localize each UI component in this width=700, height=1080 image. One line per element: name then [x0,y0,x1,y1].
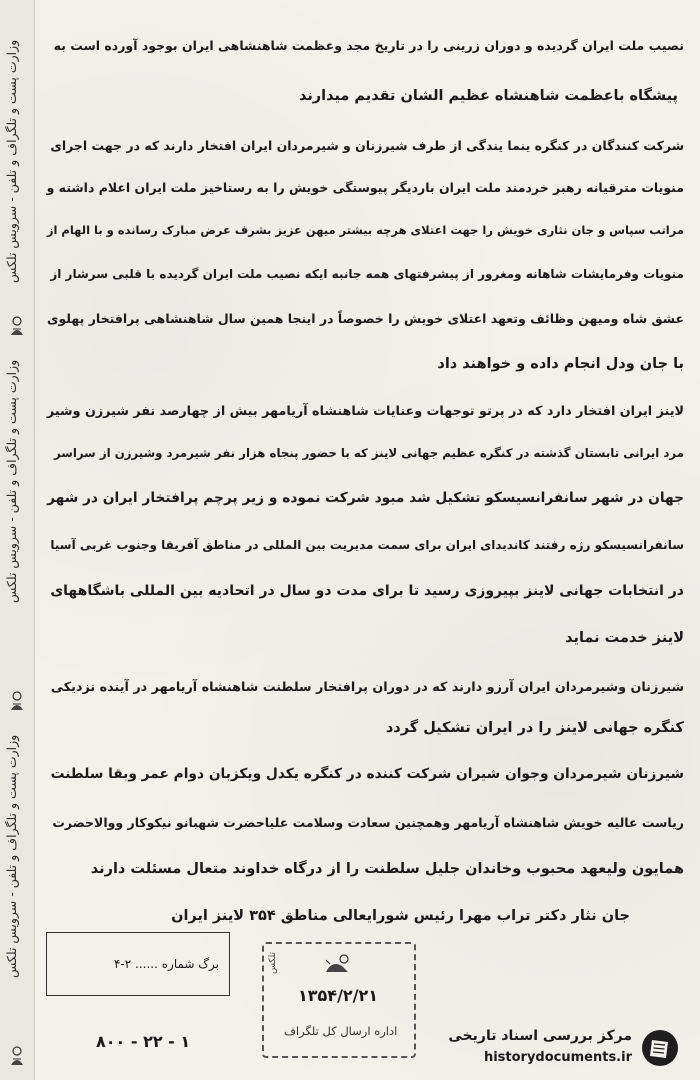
stamp-office: اداره ارسال کل تلگراف [284,1024,398,1038]
reference-label-text: برگ شماره [161,957,219,971]
body-line-9: لاینز ایران افتخار دارد که در پرتو توجهات وعنایات شاهنشاه آریامهر بیش از چهارصد نفر شیرزن وشیر [46,404,684,419]
body-line-19: همایون ولیعهد محبوب وخاندان جلیل سلطنت را از درگاه خداوند متعال مسئلت دارند [90,861,684,877]
margin-label-bottom: وزارت پست و تلگراف و تلفن - سرویس تلکس [4,735,19,979]
telegraph-stamp [262,942,416,1058]
body-line-13: در انتخابات جهانی لاینز بپیروزی رسید تا برای مدت دو سال در اتحادیه بین المللی باشگاههای [50,583,684,599]
body-line-5: مراتب سپاس و جان نثاری خویش را جهت اعتلای هرچه بیشتر میهن عزیز بشرف عرض مبارک رسانده و با الهام از [46,223,684,237]
body-line-10: مرد ایرانی تابستان گذشته در کنگره عظیم جهانی لاینز که با حضور پنجاه هزار نفر شیرمرد وشیرزن از سراسر [53,446,684,460]
body-line-11: جهان در شهر سانفرانسیسکو تشکیل شد مبود شرکت نموده و زیر پرچم پرافتخار ایران در شهر [47,490,684,506]
body-line-1: نصیب ملت ایران گردیده و دوران زرینی را در تاریخ مجد وعظمت شاهنشاهی ایران بوجود آورده است به [53,38,684,53]
body-line-4: منویات مترقیانه رهبر خردمند ملت ایران باردیگر پیوستگی خویش را به رستاخیز ملت ایران اعلام داشته و [46,180,684,195]
watermark-url: historydocuments.ir [483,1050,632,1065]
body-line-8: با جان ودل انجام داده و خواهند داد [437,356,684,372]
margin-label-middle: وزارت پست و تلگراف و تلفن - سرویس تلکس [4,360,19,604]
lion-sun-emblem-icon [324,954,352,974]
body-line-15: شیرزنان وشیرمردان ایران آرزو دارند که در دوران پرافتخار سلطنت شاهنشاه آریامهر در آینده نزدیکی [50,680,684,695]
form-number: ۸۰۰ - ۲۲ - ۱ [96,1032,191,1051]
body-line-3: شرکت کنندگان در کنگره ینما یندگی از طرف شیرزنان و شیرمردان ایران افتخار دارند که در جهت اجرای [50,138,684,153]
margin-label-top: وزارت پست و تلگراف و تلفن - سرویس تلکس [4,40,19,284]
lion-sun-emblem-icon [8,690,26,712]
body-line-7: عشق شاه ومیهن وظائف وتعهد اعتلای خویش را خصوصاً در اینجا همین سال شاهنشاهی پرافتخار پهلوی [47,311,684,326]
reference-label: برگ شماره ...... ۲-۴ [113,957,219,971]
reference-box [46,932,230,996]
lion-sun-emblem-icon [8,1045,26,1067]
reference-number: ۲-۴ [113,957,132,971]
lion-sun-emblem-icon [8,315,26,337]
watermark-title: مرکز بررسی اسناد تاریخی [448,1028,632,1044]
body-line-12: سانفرانسیسکو رژه رفتند کاندیدای ایران برای سمت مدیریت بین المللی در مناطق آفریقا وجنوب غربی آسیا [50,538,684,552]
stamp-side-label: تلکس [268,952,278,974]
body-line-17: شیرزنان شیرمردان وجوان شیران شرکت کننده در کنگره یکدل ویکزبان دوام عمر وبقا سلطنت [50,766,684,782]
history-documents-logo-icon [640,1028,680,1068]
body-line-6: منویات وفرمایشات شاهانه ومغرور از پیشرفتهای همه جانبه ایکه نصیب ملت ایران گردیده با قلبی سرشار از [50,267,684,281]
signature-line: جان نثار دکتر تراب مهرا رئیس شورایعالی مناطق ۳۵۴ لاینز ایران [171,908,630,924]
body-line-18: ریاست عالیه خویش شاهنشاه آریامهر وهمچنین سعادت وسلامت علیاحضرت شهبانو نیکوکار ووالاحضرت [52,815,684,830]
stamp-date: ۱۳۵۴/۲/۲۱ [298,986,379,1005]
body-line-2: پیشگاه باعظمت شاهنشاه عظیم الشان تقدیم میدارند [298,88,678,104]
body-line-14: لاینز خدمت نماید [565,630,684,646]
body-line-16: کنگره جهانی لاینز را در ایران تشکیل گردد [385,720,684,736]
margin-strip [0,0,35,1080]
watermark [418,1022,688,1074]
